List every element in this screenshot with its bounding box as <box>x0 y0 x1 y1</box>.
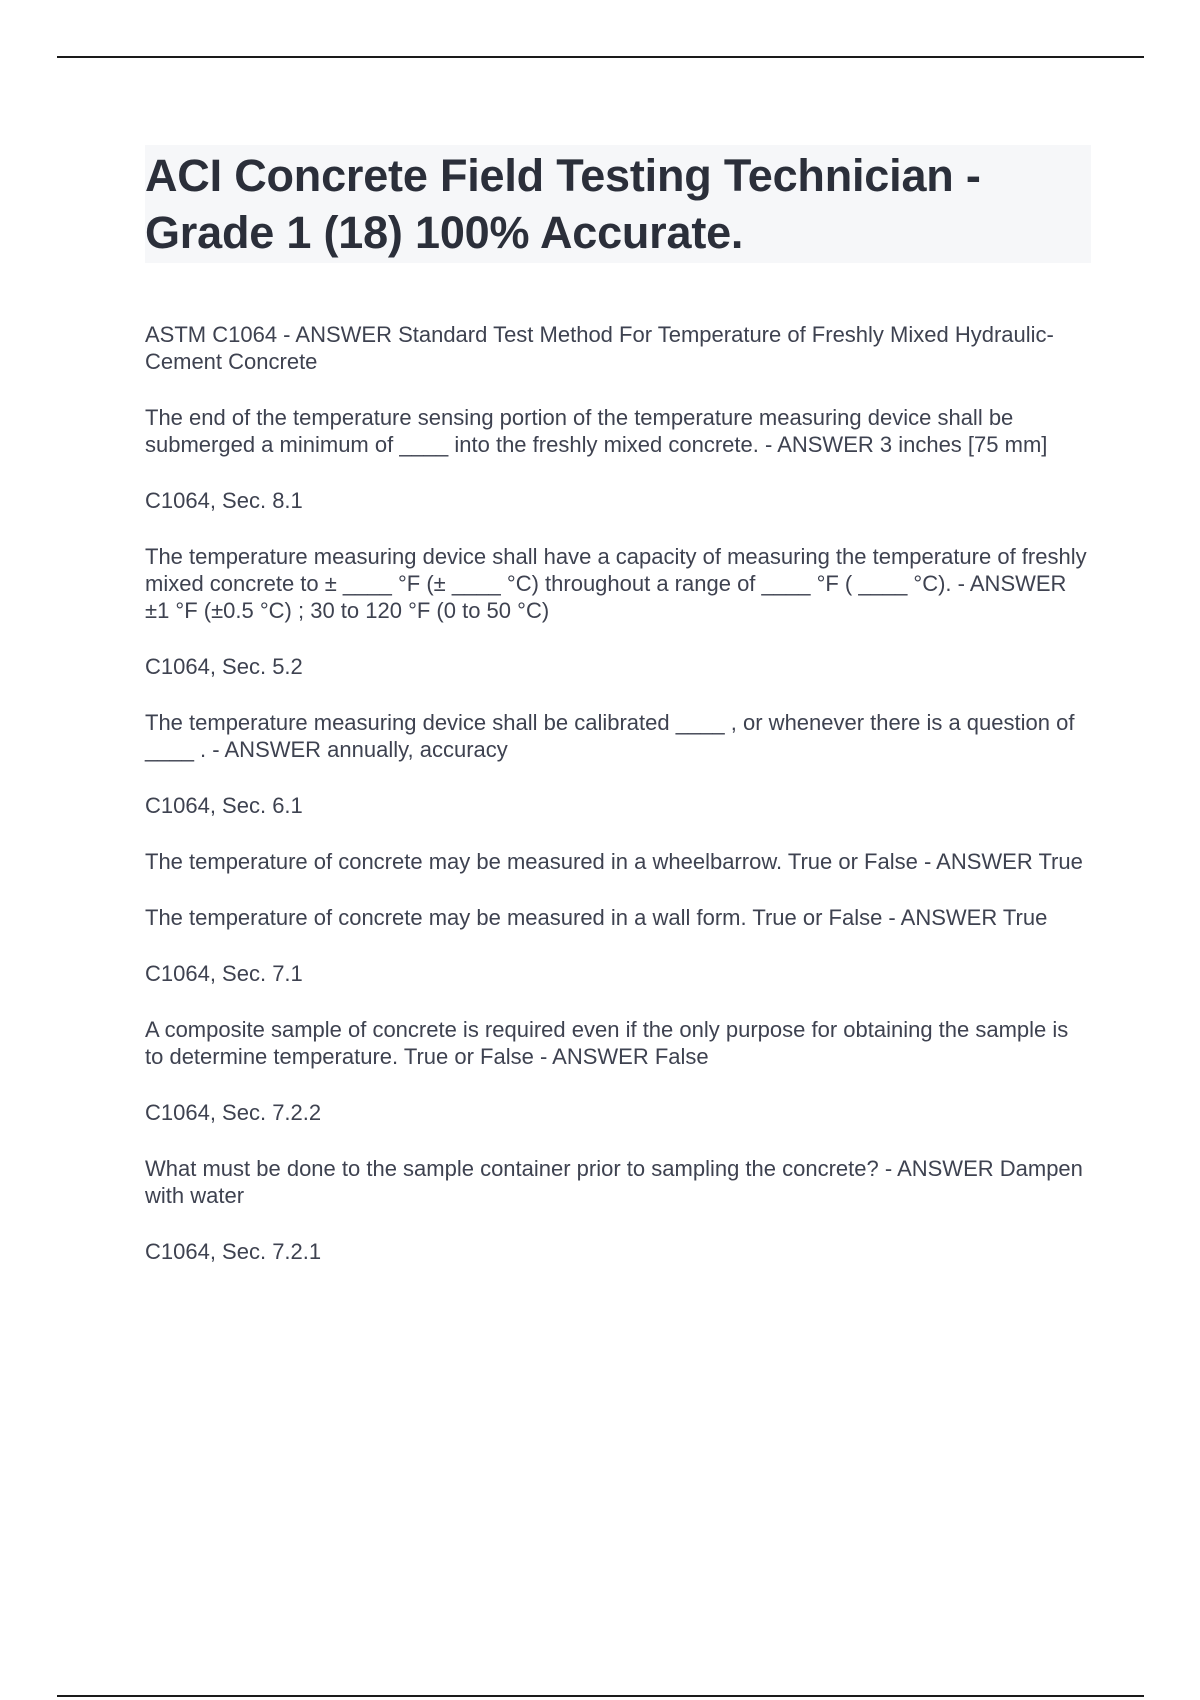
document-body <box>145 145 1091 1294</box>
section-reference: C1064, Sec. 7.2.1 <box>145 1239 322 1264</box>
qa-entry: The temperature of concrete may be measured in a wall form. True or False - ANSWER True <box>145 905 1048 930</box>
top-rule <box>57 56 1144 58</box>
qa-entry: The temperature of concrete may be measured in a wheelbarrow. True or False - ANSWER True <box>145 849 1083 874</box>
section-reference: C1064, Sec. 7.2.2 <box>145 1100 322 1125</box>
qa-entry: The end of the temperature sensing portion of the temperature measuring device shall be submerged a minimum of ____ into the freshly mixed concrete. - ANSWER 3 inches [75 mm] <box>145 405 1048 457</box>
title-block <box>145 145 1091 263</box>
document-title: ACI Concrete Field Testing Technician - Grade 1 (18) 100% Accurate. <box>145 150 981 258</box>
qa-entry: The temperature measuring device shall have a capacity of measuring the temperature of freshly mixed concrete to ± ____ °F (± ____ °C) throughout a range of ____ °F ( ____ °C). - ANSWER ±1 °F (±0.5 °C) ; 30 to 120 °F (0 to 50 °C) <box>145 544 1093 623</box>
qa-entry: A composite sample of concrete is required even if the only purpose for obtaining the sample is to determine temperature. True or False - ANSWER False <box>145 1017 1075 1069</box>
bottom-rule <box>57 1695 1144 1697</box>
qa-entry: ASTM C1064 - ANSWER Standard Test Method For Temperature of Freshly Mixed Hydraulic-Cement Concrete <box>145 322 1054 374</box>
section-reference: C1064, Sec. 7.1 <box>145 961 303 986</box>
section-reference: C1064, Sec. 6.1 <box>145 793 303 818</box>
section-reference: C1064, Sec. 5.2 <box>145 654 303 679</box>
qa-entry: The temperature measuring device shall be calibrated ____ , or whenever there is a question of ____ . - ANSWER annually, accuracy <box>145 710 1081 762</box>
section-reference: C1064, Sec. 8.1 <box>145 488 303 513</box>
qa-entry: What must be done to the sample container prior to sampling the concrete? - ANSWER Dampen with water <box>145 1156 1090 1208</box>
